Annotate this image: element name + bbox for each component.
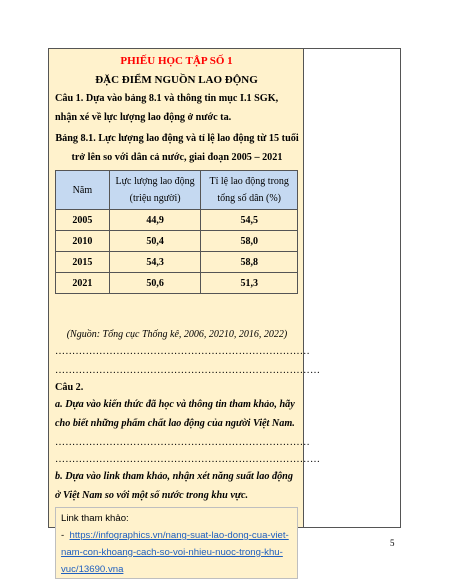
cell-labor-force: 50,6 — [109, 273, 201, 294]
worksheet-content-column — [49, 49, 321, 575]
notes-column — [304, 49, 400, 527]
worksheet-subtitle: ĐẶC ĐIỂM NGUỒN LAO ĐỘNG — [95, 74, 258, 86]
cell-labor-rate: 51,3 — [201, 273, 298, 294]
cell-labor-rate: 58,0 — [201, 231, 298, 252]
question-2b: b. Dựa vào link tham khảo, nhận xét năng suất lao động ở Việt Nam so với một số nước trong khu vực. — [55, 471, 293, 501]
worksheet-title: PHIẾU HỌC TẬP SỐ 1 — [120, 55, 233, 67]
table-row — [56, 210, 298, 231]
header-year: Năm — [56, 171, 110, 210]
cell-year: 2021 — [56, 273, 110, 294]
cell-year: 2005 — [56, 210, 110, 231]
page-number: 5 — [390, 538, 395, 548]
worksheet-frame — [48, 48, 401, 575]
table-caption: Bảng 8.1. Lực lượng lao động và tỉ lệ lao động từ 15 tuổi trở lên so với dân cả nước, giai đoạn 2005 – 2021 — [55, 133, 299, 163]
reference-link[interactable]: https://infographics.vn/nang-suat-lao-dong-cua-viet-nam-con-khoang-cach-so-voi-nhieu-nuoc-trong-khu-vuc/13690.vna — [61, 530, 289, 575]
reference-link-item — [61, 527, 292, 578]
cell-labor-force: 50,4 — [109, 231, 201, 252]
cell-labor-force: 44,9 — [109, 210, 201, 231]
question-2a: a. Dựa vào kiến thức đã học và thông tin tham khảo, hãy cho biết những phẩm chất lao động của người Việt Nam. — [55, 399, 295, 429]
table-source: (Nguồn: Tổng cục Thống kê, 2006, 20210, 2016, 2022) — [66, 329, 288, 340]
cell-labor-rate: 58,8 — [201, 252, 298, 273]
question-1: Câu 1. Dựa vào bảng 8.1 và thông tin mục I.1 SGK, nhận xé về lực lượng lao động ở nước ta. — [55, 93, 279, 123]
reference-links-box — [55, 507, 298, 579]
table-row — [56, 231, 298, 252]
cell-year: 2015 — [56, 252, 110, 273]
header-labor-rate: Tỉ lệ lao động trong tổng số dân (%) — [201, 171, 298, 210]
table-row — [56, 273, 298, 294]
cell-year: 2010 — [56, 231, 110, 252]
labor-table — [55, 170, 298, 294]
table-row — [56, 252, 298, 273]
answer-line: …………………………………………………………………… — [55, 365, 321, 376]
answer-line: ………………………………………………………………… — [55, 346, 310, 357]
header-labor-force: Lực lượng lao động (triệu người) — [109, 171, 201, 210]
answer-line: …………………………………………………………………… — [55, 454, 321, 465]
cell-labor-rate: 54,5 — [201, 210, 298, 231]
cell-labor-force: 54,3 — [109, 252, 201, 273]
question-2-label: Câu 2. — [55, 382, 84, 393]
answer-line: ………………………………………………………………… — [55, 437, 310, 448]
reference-links-label: Link tham khảo: — [61, 513, 129, 524]
bullet-dash: - — [61, 530, 65, 541]
table-header-row — [56, 171, 298, 210]
